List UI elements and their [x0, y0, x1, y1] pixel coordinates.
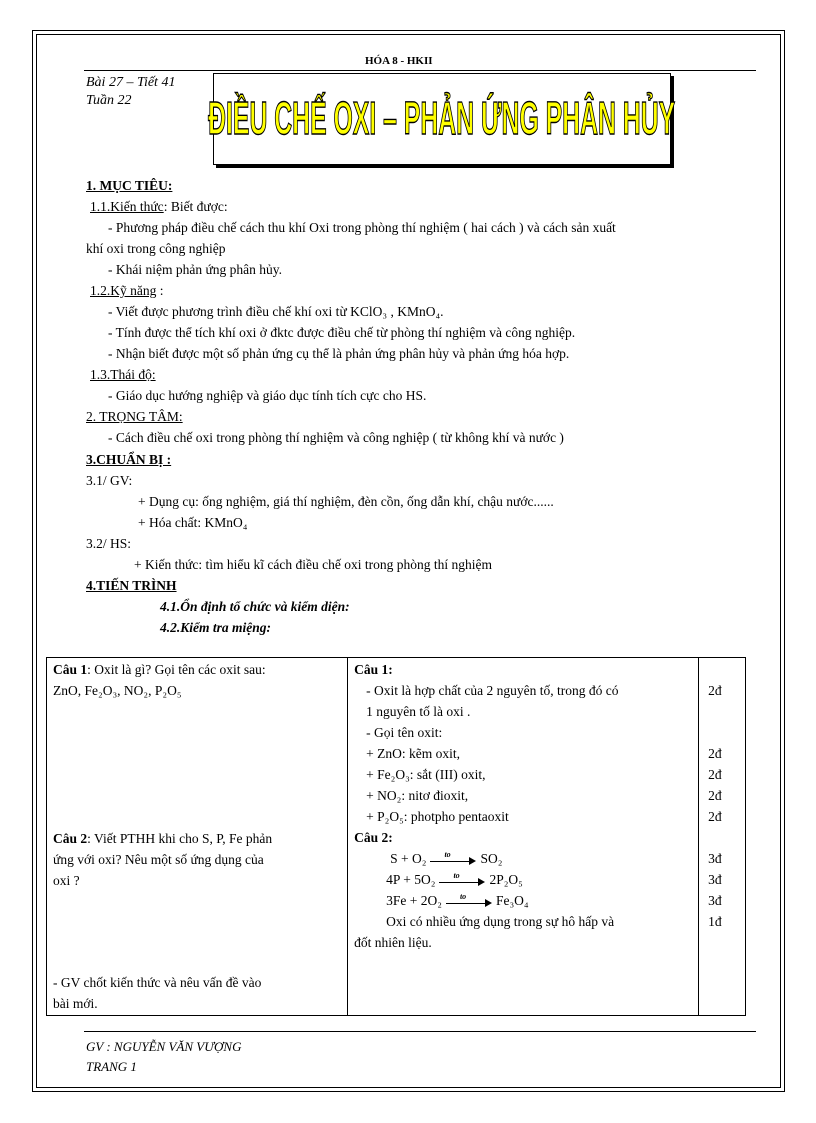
score-9: 1đ	[708, 914, 722, 929]
scores-cell	[699, 658, 746, 1016]
arrow-icon	[439, 870, 485, 887]
knowledge-line	[90, 199, 228, 215]
skills-item-2: - Tính được thể tích khí oxi ở đktc được điều chế từ phòng thí nghiệm và công nghiệp.	[108, 325, 576, 340]
knowledge-label: 1.1.Kiến thức	[90, 199, 164, 214]
header-rule	[84, 70, 756, 71]
knowledge-intro: : Biết được:	[163, 199, 228, 214]
knowledge-item-2: - Khái niệm phản ứng phân hủy.	[108, 262, 283, 277]
equation-3-right: Fe₃O₄	[495, 893, 529, 908]
skills-item-3: - Nhận biết được một số phản ứng cụ thể là phản ứng phân hủy và phản ứng hóa hợp.	[108, 346, 570, 361]
prep-gv-item-1: + Dụng cụ: ống nghiệm, giá thí nghiệm, đèn cồn, ống dẫn khí, chậu nước......	[138, 494, 554, 509]
answer-1-line-7: + P₂O₅: photpho pentaoxit	[366, 809, 509, 824]
arrow-icon	[446, 891, 492, 908]
answer-1-line-3: - Gọi tên oxit:	[366, 725, 443, 740]
condition-label: to	[459, 891, 467, 901]
focus-item: - Cách điều chế oxi trong phòng thí nghiệm và công nghiệp ( từ không khí và nước )	[108, 430, 564, 445]
score-5: 2đ	[708, 809, 722, 824]
answer-1-line-6: + NO₂: nitơ đioxit,	[366, 788, 469, 803]
score-8: 3đ	[708, 893, 722, 908]
score-7: 3đ	[708, 872, 722, 887]
process-heading: 4.TIẾN TRÌNH	[86, 578, 177, 593]
equation-3-left: 3Fe + 2O₂	[386, 893, 442, 908]
attitude-item-1: - Giáo dục hướng nghiệp và giáo dục tính tích cực cho HS.	[108, 388, 427, 403]
knowledge-item-1a: - Phương pháp điều chế cách thu khí Oxi trong phòng thí nghiệm ( hai cách ) và cách sản xuất	[108, 220, 616, 235]
question-2-line-2: ứng với oxi? Nêu một số ứng dụng của	[53, 852, 264, 867]
question-1-line-2: ZnO, Fe₂O₃, NO₂, P₂O₅	[53, 683, 182, 698]
prep-gv: 3.1/ GV:	[86, 473, 133, 488]
header-subject: HÓA 8 - HKII	[365, 55, 433, 67]
equation-1-right: SO₂	[480, 851, 503, 866]
question-2-line-3: oxi ?	[53, 873, 80, 888]
equation-2-right: 2P₂O₅	[489, 872, 523, 887]
question-2-text: : Viết PTHH khi cho S, P, Fe phản	[87, 831, 273, 846]
score-6: 3đ	[708, 851, 722, 866]
questions-cell	[47, 658, 348, 1016]
question-1-line-1	[53, 662, 266, 678]
score-1: 2đ	[708, 683, 722, 698]
prep-gv-item-2: + Hóa chất: KMnO₄	[138, 515, 248, 530]
lesson-info	[86, 74, 175, 110]
gv-note-line-1: - GV chốt kiến thức và nêu vấn đề vào	[53, 975, 262, 990]
knowledge-item-1b: khí oxi trong công nghiệp	[86, 241, 226, 256]
process-step-1: 4.1.Ổn định tổ chức và kiểm diện:	[160, 599, 350, 614]
footer	[86, 1037, 241, 1077]
prep-heading: 3.CHUẨN BỊ :	[86, 452, 172, 467]
question-2-label: Câu 2	[53, 831, 88, 846]
equation-1-left: S + O₂	[390, 851, 427, 866]
gv-note-line-2: bài mới.	[53, 996, 98, 1011]
footer-page: TRANG 1	[86, 1059, 137, 1074]
equation-2	[386, 872, 523, 888]
score-2: 2đ	[708, 746, 722, 761]
equation-2-left: 4P + 5O₂	[386, 872, 436, 887]
condition-label: to	[453, 870, 460, 880]
score-3: 2đ	[708, 767, 722, 782]
skills-line	[90, 283, 164, 299]
question-1-label: Câu 1	[53, 662, 88, 677]
answer-2-line-5: đốt nhiên liệu.	[354, 935, 432, 950]
objectives-heading: 1. MỤC TIÊU:	[86, 178, 173, 193]
answer-1-line-1: - Oxit là hợp chất của 2 nguyên tố, trong đó có	[366, 683, 619, 698]
answer-1-line-5: + Fe₂O₃: sắt (III) oxit,	[366, 767, 486, 782]
equation-1	[390, 851, 502, 867]
question-1-text: : Oxit là gì? Gọi tên các oxit sau:	[87, 662, 266, 677]
page-title: ĐIỀU CHẾ OXI – PHẢN ỨNG PHÂN HỦY	[208, 93, 676, 144]
footer-teacher: GV : NGUYỄN VĂN VƯỢNG	[86, 1039, 242, 1054]
process-step-2: 4.2.Kiểm tra miệng:	[160, 620, 271, 635]
prep-hs: 3.2/ HS:	[86, 536, 132, 551]
score-4: 2đ	[708, 788, 722, 803]
answer-1-line-2: 1 nguyên tố là oxi .	[366, 704, 471, 719]
answer-1-line-4: + ZnO: kẽm oxit,	[366, 746, 460, 761]
answer-1-label: Câu 1:	[354, 662, 393, 677]
focus-heading: 2. TRỌNG TÂM:	[86, 409, 183, 424]
oral-test-table	[46, 657, 746, 1016]
answers-cell	[348, 658, 699, 1016]
arrow-icon	[430, 849, 476, 866]
lesson-number: Bài 27 – Tiết 41	[86, 75, 176, 90]
question-2-line-1	[53, 831, 272, 847]
condition-label: to	[444, 849, 451, 859]
attitude-label: 1.3.Thái độ:	[90, 367, 156, 382]
answer-2-line-4: Oxi có nhiều ứng dụng trong sự hô hấp và	[386, 914, 615, 929]
skills-item-1: - Viết được phương trình điều chế khí oxi từ KClO₃ , KMnO₄.	[108, 304, 444, 319]
footer-rule	[84, 1031, 756, 1032]
skills-colon: :	[156, 283, 164, 298]
prep-hs-item-1: + Kiến thức: tìm hiểu kĩ cách điều chế oxi trong phòng thí nghiệm	[134, 557, 492, 572]
equation-3	[386, 893, 529, 909]
title-box	[208, 73, 676, 165]
lesson-week: Tuần 22	[86, 93, 132, 108]
answer-2-label: Câu 2:	[354, 830, 393, 845]
skills-label: 1.2.Kỹ năng	[90, 283, 157, 298]
